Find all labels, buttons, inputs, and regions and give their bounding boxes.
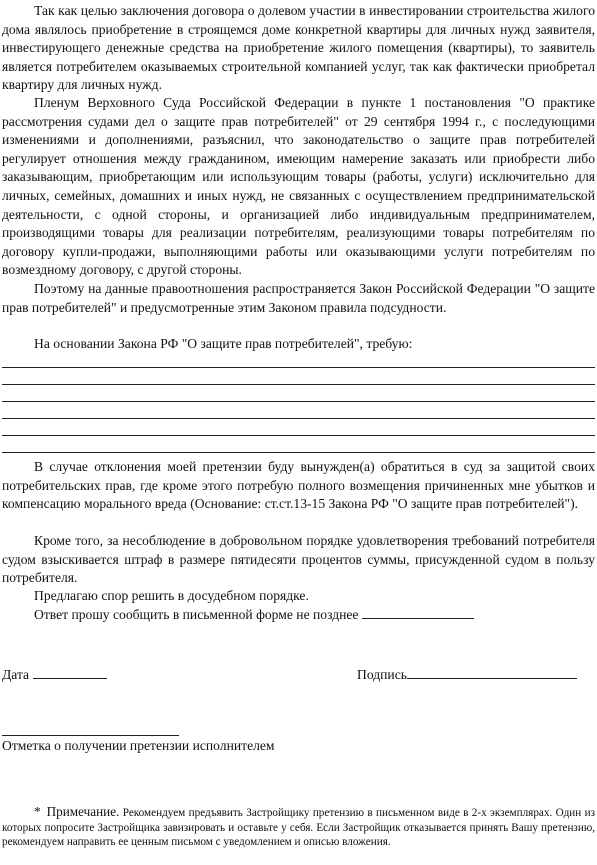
paragraph-penalty: Кроме того, за несоблюдение в добровольном порядке удовлетворения требований потребителя судом взыскивается штраф в размере пятидесяти процентов суммы, присужденной судом в пользу потребителя. (2, 533, 595, 586)
paragraph-court-warning: В случае отклонения моей претензии буду вынужден(а) обратиться в суд за защитой своих потребительских прав, где кроме этого потребую полного возмещения причиненных мне убытков и компенсацию морального вреда (Основание: ст.ст.13-15 Закона РФ "О защите прав потребителей"). (2, 459, 595, 512)
signature-field (357, 666, 577, 684)
reply-deadline-text: Ответ прошу сообщить в письменной форме не позднее (34, 607, 359, 622)
footnote-text: Рекомендуем предъявить Застройщику претензию в письменном виде в 2-х экземплярах. Один из которых попросите Застройщика завизировать и оставьте у себя. Если Застройщик отказывается принять Вашу претензию, рекомендуем направить ее ценным письмом с уведомлением и описью вложения. (2, 807, 595, 849)
signature-label: Подпись (357, 667, 407, 682)
footnote (2, 805, 595, 850)
date-blank[interactable] (33, 666, 107, 679)
footnote-heading: Примечание. (46, 804, 120, 819)
date-field (2, 666, 107, 684)
demand-fill-line-5[interactable] (2, 435, 595, 436)
reply-deadline-blank[interactable] (362, 606, 474, 619)
paragraph-law-applies: Поэтому на данные правоотношения распространяется Закон Российской Федерации "О защите прав потребителей" и предусмотренные этим Законом правила подсудности. (2, 281, 595, 315)
demand-fill-line-2[interactable] (2, 384, 595, 385)
paragraph-demand-intro: На основании Закона РФ "О защите прав потребителей", требую: (34, 336, 413, 351)
paragraph-pretrial: Предлагаю спор решить в досудебном порядке. (34, 588, 309, 603)
demand-fill-line-4[interactable] (2, 418, 595, 419)
demand-fill-line-6[interactable] (2, 452, 595, 453)
demand-fill-line-3[interactable] (2, 401, 595, 402)
footnote-star: * (34, 804, 41, 819)
paragraph-contract-purpose: Так как целью заключения договора о долевом участии в инвестировании строительства жилого дома являлось приобретение в строящемся доме конкретной квартиры для личных нужд заявителя, инвестирующего денежные средства на приобретение жилого помещения (квартиры), то заявитель является потребителем оказываемых строительной компанией услуг, так как фактически приобретал квартиру для личных нужд. (2, 3, 595, 93)
signature-blank[interactable] (407, 666, 577, 679)
paragraph-plenum-resolution: Пленум Верховного Суда Российской Федерации в пункте 1 постановления "О практике рассмотрения судами дел о защите прав потребителей" от 29 сентября 1994 г., с последующими изменениями и дополнениями, разъяснил, что законодательство о защите прав потребителей регулирует отношения между гражданином, имеющим намерение заказать или приобрести либо заказывающим, приобретающим или использующим товары (работы, услуги) исключительно для личных, семейных, домашних и иных нужд, не связанных с осуществлением предпринимательской деятельности, с одной стороны, и организацией либо индивидуальным предпринимателем, производящими товары для реализации потребителям, реализующими товары потребителям по договору купли-продажи, выполняющими работы или оказывающими услуги потребителям по возмездному договору, с другой стороны. (2, 95, 595, 278)
date-label: Дата (2, 667, 30, 682)
demand-fill-line-1[interactable] (2, 367, 595, 368)
receipt-mark-line[interactable] (2, 735, 179, 736)
receipt-label: Отметка о получении претензии исполнителем (2, 738, 275, 753)
paragraph-reply-deadline (2, 606, 595, 625)
